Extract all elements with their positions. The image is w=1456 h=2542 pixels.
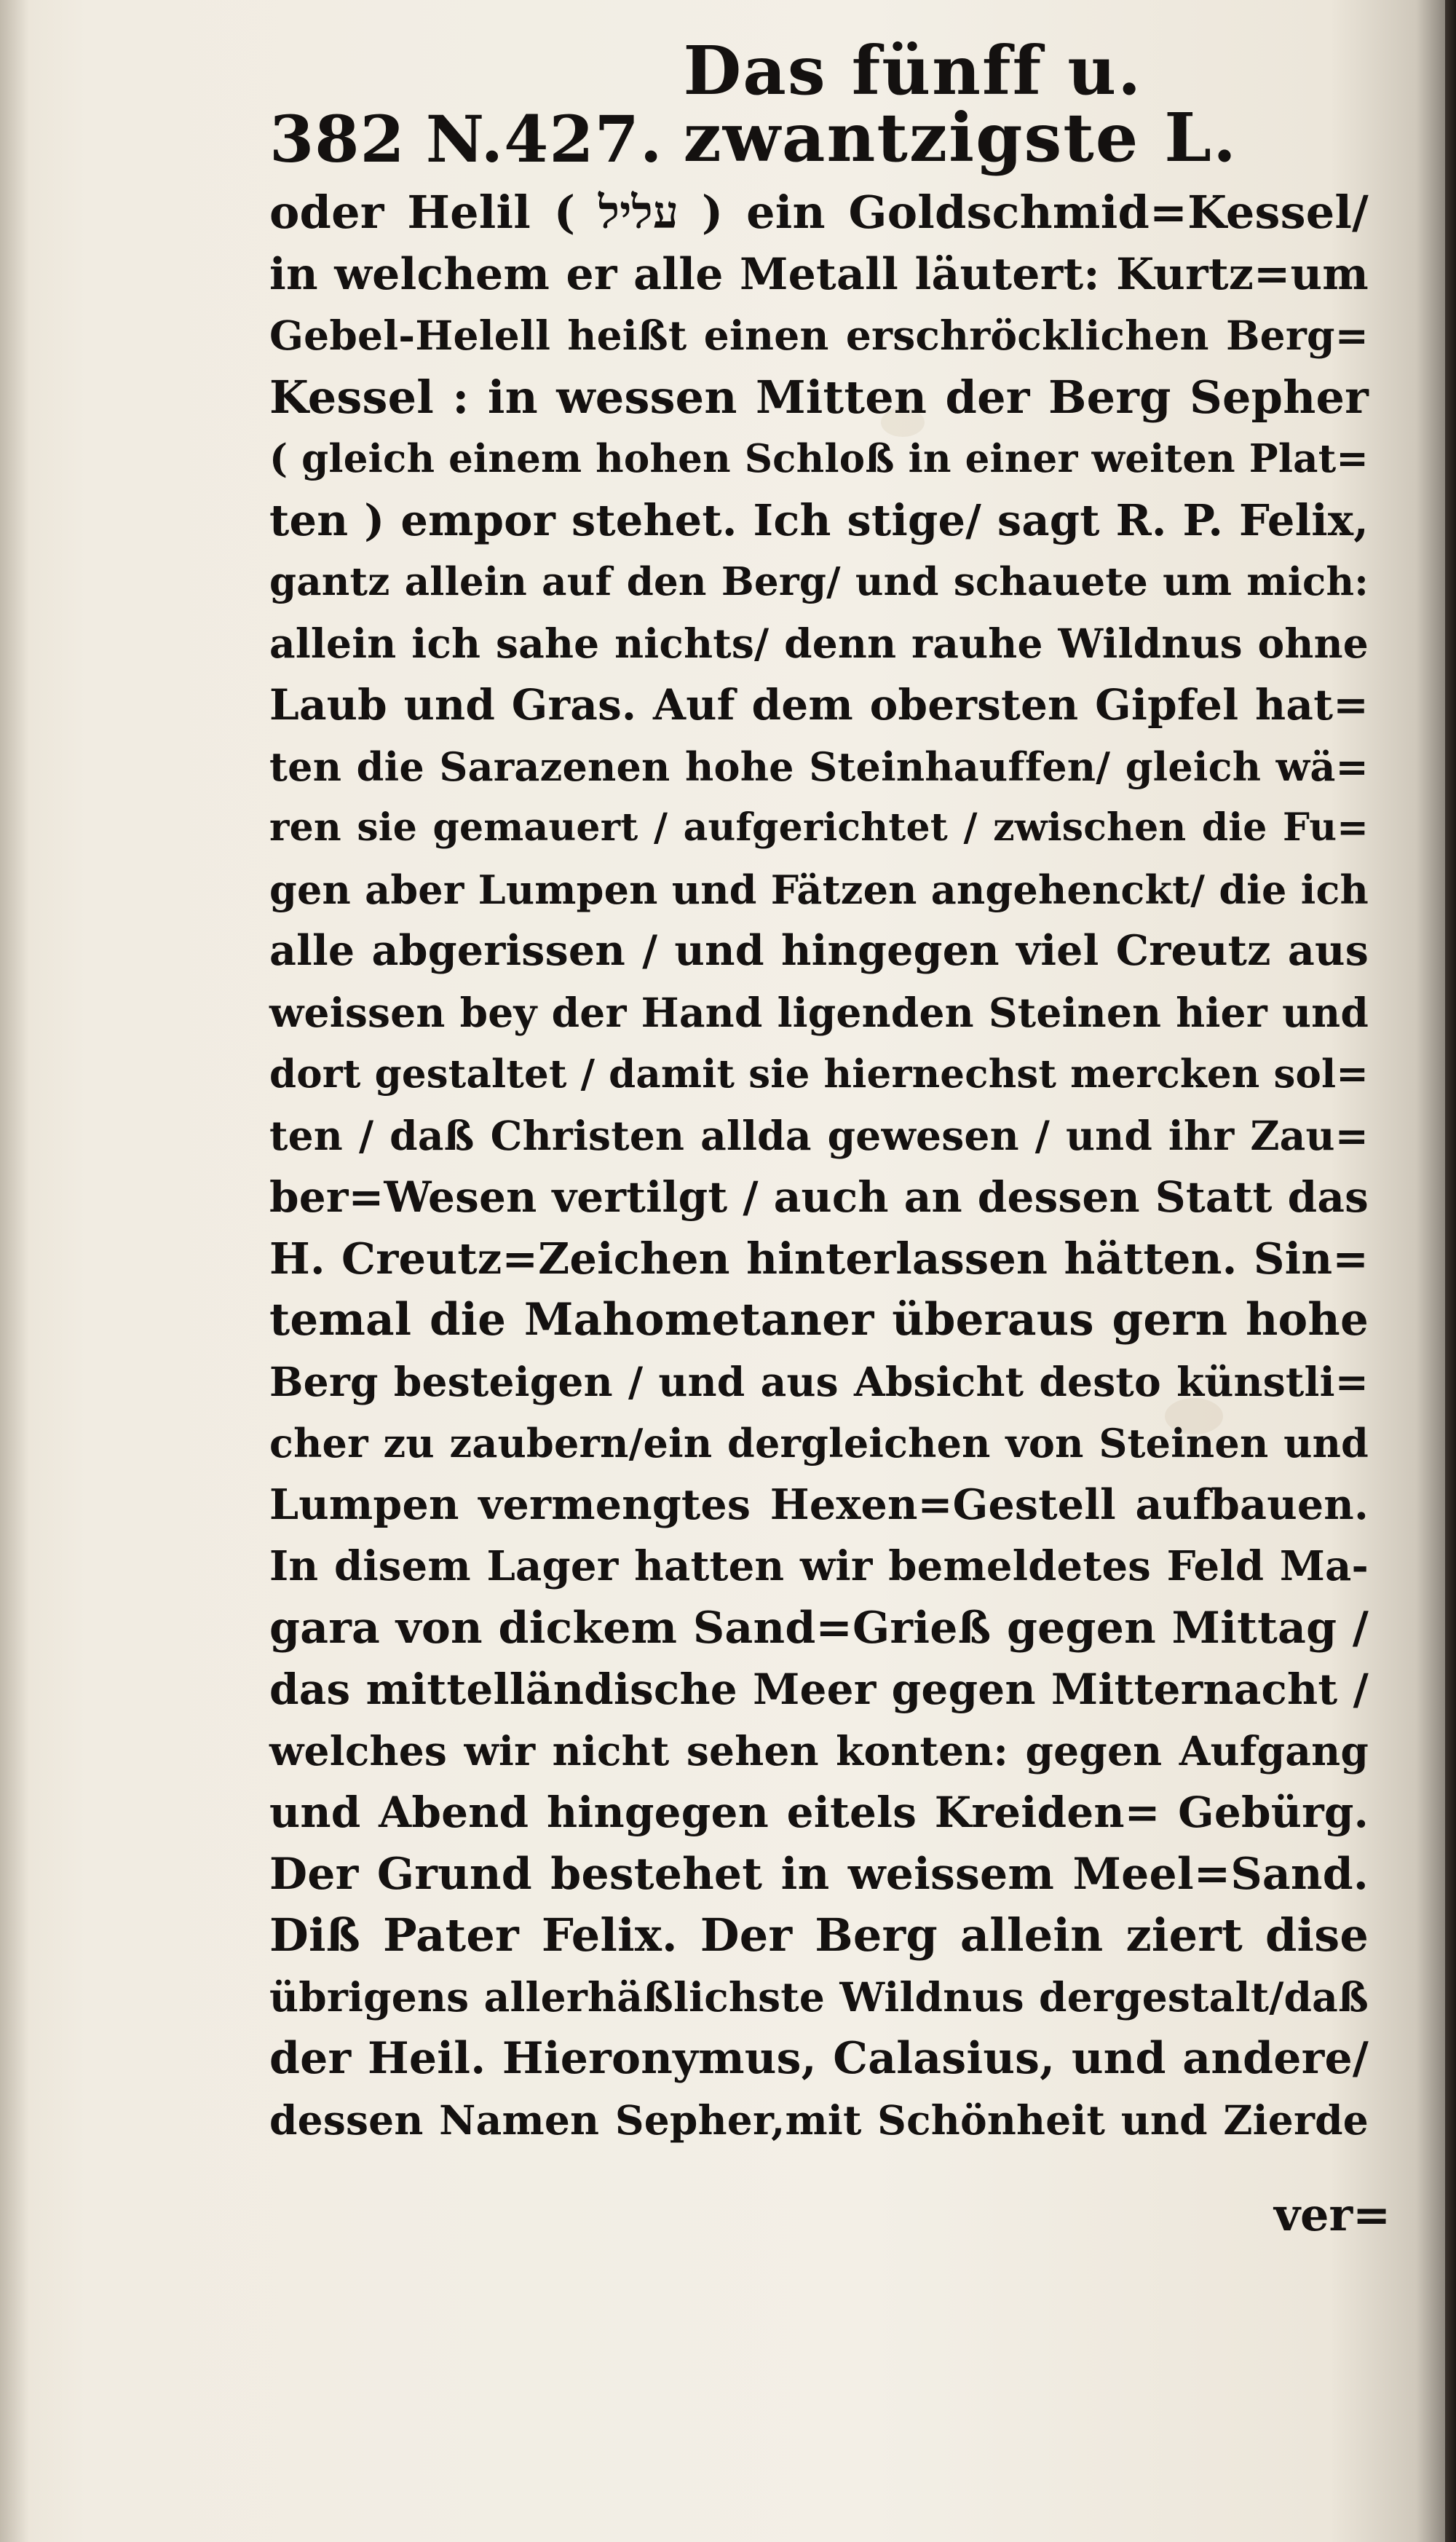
text-line: Laub und Gras. Auf dem obersten Gipfel hat= xyxy=(269,680,1369,730)
text-line: ten die Sarazenen hohe Steinhauffen/ gleich wä= xyxy=(269,743,1369,790)
text-line: welches wir nicht sehen konten: gegen Aufgang xyxy=(269,1726,1369,1775)
page-edge-shadow xyxy=(1445,0,1456,2542)
text-line: Kessel : in wessen Mitten der Berg Sepher xyxy=(269,370,1369,424)
text-line: der Heil. Hieronymus, Calasius, und andere/ xyxy=(269,2033,1369,2084)
text-line: Gebel-Helell heißt einen erschröcklichen Berg= xyxy=(269,312,1369,359)
running-header xyxy=(269,31,1361,177)
text-line: alle abgerissen / und hingegen viel Creutz aus xyxy=(269,926,1369,975)
text-line: weissen bey der Hand ligenden Steinen hier und xyxy=(269,988,1369,1036)
text-line: H. Creutz=Zeichen hinterlassen hätten. Sin= xyxy=(269,1233,1369,1284)
text-line: in welchem er alle Metall läutert: Kurtz=um xyxy=(269,248,1369,300)
text-line: gen aber Lumpen und Fätzen angehenckt/ die ich xyxy=(269,866,1369,913)
text-line: dessen Namen Sepher,mit Schönheit und Zierde xyxy=(269,2096,1369,2144)
page-number: 382 xyxy=(269,101,405,177)
text-line: ren sie gemauert / aufgerichtet / zwischen die Fu= xyxy=(269,805,1369,850)
text-line: cher zu zaubern/ein dergleichen von Steinen und xyxy=(269,1420,1369,1467)
text-line: oder Helil ( עליל ) ein Goldschmid=Kessel/ xyxy=(269,186,1369,239)
text-line: ber=Wesen vertilgt / auch an dessen Statt das xyxy=(269,1172,1369,1222)
text-line: das mittelländische Meer gegen Mitternacht / xyxy=(269,1665,1369,1714)
text-line: Der Grund bestehet in weissem Meel=Sand. xyxy=(269,1848,1369,1900)
spine-shadow xyxy=(0,0,29,2542)
text-line: ten ) empor stehet. Ich stige/ sagt R. P. Felix, xyxy=(269,494,1369,545)
text-line: gantz allein auf den Berg/ und schauete um mich: xyxy=(269,559,1369,604)
text-line: ten / daß Christen allda gewesen / und ihr Zau= xyxy=(269,1111,1369,1159)
text-line: gara von dickem Sand=Grieß gegen Mittag / xyxy=(269,1602,1369,1654)
text-line: übrigens allerhäßlichste Wildnus dergestalt/daß xyxy=(269,1973,1369,2021)
text-line: Berg besteigen / und aus Absicht desto künstli= xyxy=(269,1357,1369,1405)
text-line: ( gleich einem hohen Schloß in einer weiten Plat= xyxy=(269,436,1369,481)
section-signature: N.427. xyxy=(425,101,663,177)
body-text xyxy=(269,182,1369,2151)
text-line: und Abend hingegen eitels Kreiden= Gebürg. xyxy=(269,1788,1369,1837)
text-line: Diß Pater Felix. Der Berg allein ziert dise xyxy=(269,1909,1369,1962)
running-title: Das fünff u. zwantzigste L. xyxy=(683,31,1238,177)
text-line: Lumpen vermengtes Hexen=Gestell aufbauen. xyxy=(269,1480,1369,1529)
text-line: allein ich sahe nichts/ denn rauhe Wildnus ohne xyxy=(269,619,1369,667)
text-line: temal die Mahometaner überaus gern hohe xyxy=(269,1294,1369,1346)
text-line: In disem Lager hatten wir bemeldetes Feld Ma- xyxy=(269,1542,1369,1590)
text-line: dort gestaltet / damit sie hiernechst mercken sol= xyxy=(269,1051,1369,1097)
catchword: ver= xyxy=(1274,2188,1391,2241)
